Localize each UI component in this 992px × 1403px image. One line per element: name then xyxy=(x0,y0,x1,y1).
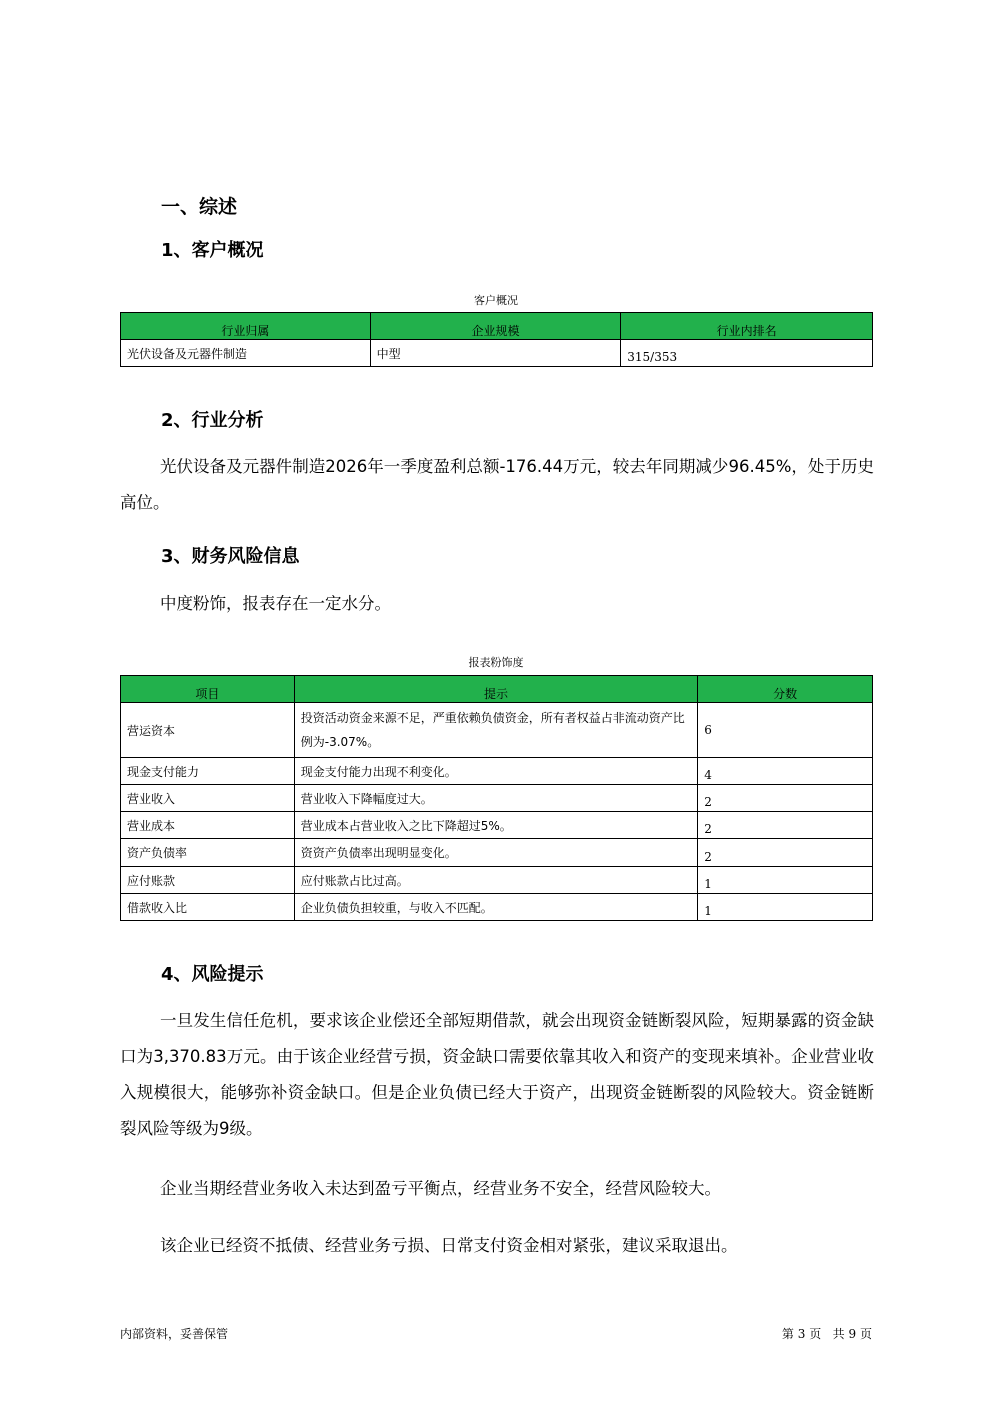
table-row xyxy=(121,703,873,758)
cell-item: 资产负债率 xyxy=(121,839,295,867)
risk-tips-paragraph-3: 该企业已经资不抵债、经营业务亏损、日常支付资金相对紧张，建议采取退出。 xyxy=(160,1236,738,1255)
header-item: 项目 xyxy=(121,676,295,703)
table-row xyxy=(121,785,873,812)
section-title: 一、综述 xyxy=(161,196,238,218)
table-caption-overview: 客户概况 xyxy=(474,294,518,307)
heading-financial-risk: 3、财务风险信息 xyxy=(161,546,300,567)
header-score: 分数 xyxy=(698,676,873,703)
heading-customer-overview: 1、客户概况 xyxy=(161,240,264,261)
cell-item: 营运资本 xyxy=(121,703,295,758)
cell-score: 2 xyxy=(698,785,873,812)
cell-score: 2 xyxy=(698,839,873,867)
cell-score: 2 xyxy=(698,812,873,839)
cell-industry: 光伏设备及元器件制造 xyxy=(121,340,371,367)
cell-hint: 营业成本占营业收入之比下降超过5%。 xyxy=(294,812,697,839)
cell-item: 借款收入比 xyxy=(121,894,295,921)
heading-risk-tips: 4、风险提示 xyxy=(161,964,264,985)
table-header-row xyxy=(121,676,873,703)
cell-hint: 现金支付能力出现不利变化。 xyxy=(294,758,697,785)
cell-item: 营业成本 xyxy=(121,812,295,839)
cell-hint: 资资产负债率出现明显变化。 xyxy=(294,839,697,867)
cell-rank: 315/353 xyxy=(621,340,873,367)
cell-score: 1 xyxy=(698,867,873,894)
window-dressing-table xyxy=(120,675,873,921)
customer-overview-table xyxy=(120,312,873,367)
table-row xyxy=(121,894,873,921)
table-row xyxy=(121,812,873,839)
header-industry: 行业归属 xyxy=(121,313,371,340)
heading-industry-analysis: 2、行业分析 xyxy=(161,410,264,431)
page-current: 3 xyxy=(797,1327,806,1341)
cell-score: 6 xyxy=(698,703,873,758)
page-total: 9 xyxy=(848,1327,857,1341)
cell-item: 营业收入 xyxy=(121,785,295,812)
industry-analysis-text: 光伏设备及元器件制造2026年一季度盈利总额-176.44万元，较去年同期减少96.45%，处于历史高位。 xyxy=(120,457,874,512)
total-prefix: 共 xyxy=(832,1327,845,1341)
cell-item: 应付账款 xyxy=(121,867,295,894)
table-row xyxy=(121,839,873,867)
footer-page-number xyxy=(782,1325,872,1342)
table-row xyxy=(121,758,873,785)
cell-hint: 营业收入下降幅度过大。 xyxy=(294,785,697,812)
cell-hint: 投资活动资金来源不足，严重依赖负债资金，所有者权益占非流动资产比例为-3.07%。 xyxy=(294,703,697,758)
footer-confidential-note: 内部资料，妥善保管 xyxy=(120,1327,229,1341)
cell-score: 1 xyxy=(698,894,873,921)
header-hint: 提示 xyxy=(294,676,697,703)
table-header-row xyxy=(121,313,873,340)
table-caption-window-dressing: 报表粉饰度 xyxy=(468,656,524,669)
cell-hint: 应付账款占比过高。 xyxy=(294,867,697,894)
table-row xyxy=(121,340,873,367)
cell-scale: 中型 xyxy=(370,340,621,367)
header-rank: 行业内排名 xyxy=(621,313,873,340)
total-unit: 页 xyxy=(859,1327,872,1341)
cell-item: 现金支付能力 xyxy=(121,758,295,785)
risk-tips-paragraph-2: 企业当期经营业务收入未达到盈亏平衡点，经营业务不安全，经营风险较大。 xyxy=(160,1179,721,1198)
table-row xyxy=(121,867,873,894)
header-scale: 企业规模 xyxy=(370,313,621,340)
risk-tips-paragraph-1: 一旦发生信任危机，要求该企业偿还全部短期借款，就会出现资金链断裂风险，短期暴露的资金缺口为3,370.83万元。由于该企业经营亏损，资金缺口需要依靠其收入和资产的变现来填补。企业营业收入规模很大，能够弥补资金缺口。但是企业负债已经大于资产，出现资金链断裂的风险较大。资金链断裂风险等级为9级。 xyxy=(120,1011,874,1138)
page-unit: 页 xyxy=(809,1327,822,1341)
cell-hint: 企业负债负担较重，与收入不匹配。 xyxy=(294,894,697,921)
cell-score: 4 xyxy=(698,758,873,785)
page-prefix: 第 xyxy=(781,1327,794,1341)
financial-risk-text: 中度粉饰，报表存在一定水分。 xyxy=(160,594,391,613)
